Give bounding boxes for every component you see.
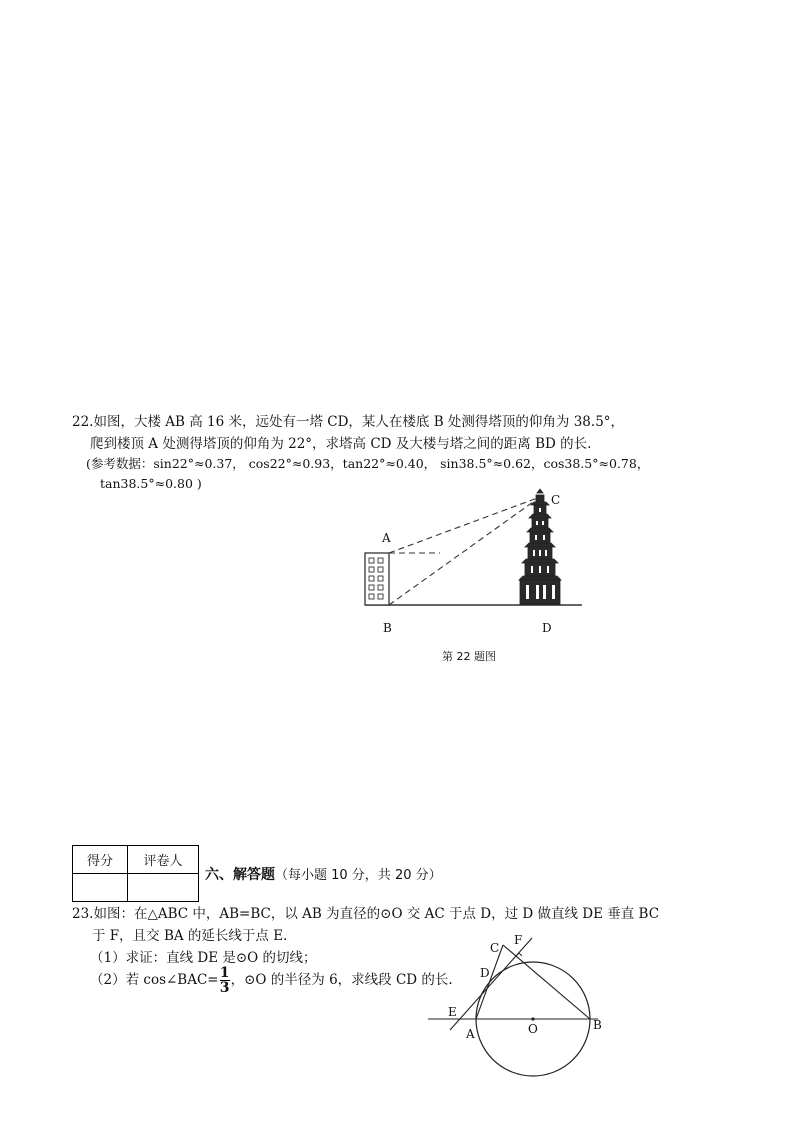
q23-part2-prefix: （2）若 cos∠BAC= <box>90 972 219 988</box>
q22-reference-data-cont: tan38.5°≈0.80 ) <box>100 476 202 491</box>
grader-cell <box>128 874 199 902</box>
section-title: 六、解答题 <box>205 867 275 883</box>
score-cell <box>73 874 128 902</box>
right-angle-mark <box>516 953 522 956</box>
score-label: 得分 <box>73 846 128 874</box>
label-d: D <box>480 966 490 980</box>
label-b: B <box>383 621 392 635</box>
fraction-denominator: 3 <box>219 980 230 996</box>
score-table <box>72 845 199 902</box>
q23-part1: （1）求证：直线 DE 是⊙O 的切线； <box>90 950 317 966</box>
q22-reference-data: (参考数据：sin22°≈0.37， cos22°≈0.93，tan22°≈0.40， sin38.5°≈0.62，cos38.5°≈0.78， <box>86 456 650 471</box>
q22-line2: 爬到楼顶 A 处测得塔顶的仰角为 22°，求塔高 CD 及大楼与塔之间的距离 BD 的长. <box>90 436 592 452</box>
sight-line-from-a <box>389 497 540 553</box>
q23-figure <box>420 930 620 1085</box>
center-point-o <box>531 1017 534 1020</box>
q23-line1: 23.如图：在△ABC 中，AB=BC，以 AB 为直径的⊙O 交 AC 于点 D，过 D 做直线 DE 垂直 BC <box>72 906 660 922</box>
label-e: E <box>448 1005 457 1019</box>
fraction-numerator: 1 <box>219 965 230 981</box>
label-a: A <box>466 1027 475 1041</box>
label-c: C <box>490 941 500 955</box>
grader-label: 评卷人 <box>128 846 199 874</box>
segment-ac <box>476 945 503 1019</box>
label-o: O <box>528 1022 538 1036</box>
q22-line1: 22.如图，大楼 AB 高 16 米，远处有一塔 CD，某人在楼底 B 处测得塔顶的仰角为 38.5°， <box>72 414 625 430</box>
q22-figure-caption: 第 22 题图 <box>442 650 496 663</box>
label-d: D <box>542 621 552 635</box>
label-b: B <box>593 1018 602 1032</box>
section-note: （每小题 10 分，共 20 分） <box>275 868 442 883</box>
q23-part2 <box>90 966 453 995</box>
q23-line2: 于 F，且交 BA 的延长线于点 E. <box>92 928 288 944</box>
q23-part2-suffix: ，⊙O 的半径为 6，求线段 CD 的长. <box>230 972 453 988</box>
section-heading <box>205 864 442 884</box>
sight-line-from-b <box>389 497 540 605</box>
label-c: C <box>551 493 561 507</box>
label-f: F <box>514 933 523 947</box>
label-a: A <box>382 531 391 545</box>
cosine-fraction <box>220 966 230 995</box>
q22-figure <box>350 485 600 645</box>
